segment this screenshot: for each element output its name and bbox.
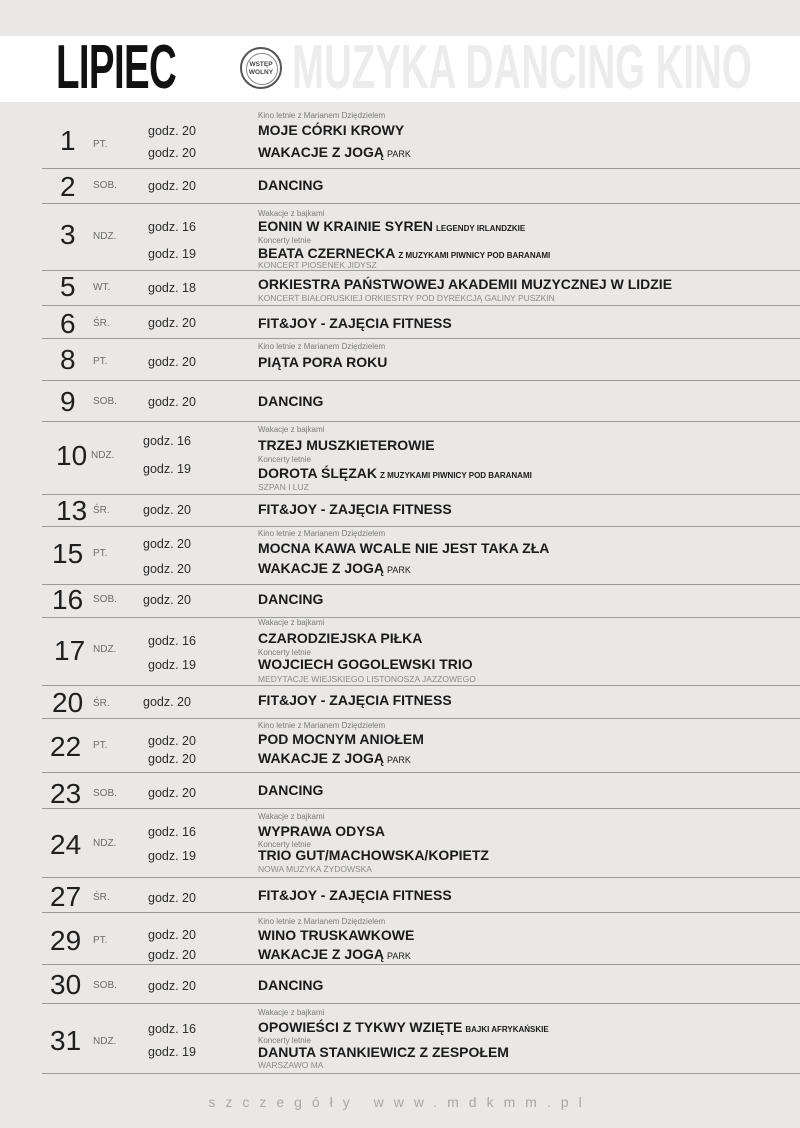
event-title[interactable]	[258, 1019, 549, 1035]
weekday-label: PT.	[93, 548, 108, 559]
event-time: godz. 20	[148, 948, 196, 962]
event-title-text: TRIO GUT/MACHOWSKA/KOPIETZ	[258, 847, 489, 863]
day-number: 20	[52, 687, 84, 718]
event-time: godz. 20	[148, 179, 196, 193]
event-time: godz. 19	[148, 849, 196, 863]
weekday-label: NDZ.	[93, 1036, 117, 1047]
free-entry-stamp-icon	[240, 47, 282, 89]
row-divider	[42, 877, 800, 878]
event-title-text: DANUTA STANKIEWICZ Z ZESPOŁEM	[258, 1044, 509, 1060]
event-title[interactable]	[258, 437, 435, 453]
event-time: godz. 16	[148, 825, 196, 839]
event-time: godz. 19	[148, 247, 196, 261]
day-number: 5	[60, 271, 76, 302]
event-series-label: Wakacje z bajkami	[258, 618, 325, 627]
event-series-label: Wakacje z bajkami	[258, 812, 325, 821]
event-title-text: DANCING	[258, 977, 324, 993]
row-divider	[42, 270, 800, 271]
row-divider	[42, 685, 800, 686]
row-divider	[42, 808, 800, 809]
event-title-text: WYPRAWA ODYSA	[258, 823, 386, 839]
row-divider	[42, 305, 800, 306]
weekday-label: WT.	[93, 282, 111, 293]
event-time: godz. 20	[148, 979, 196, 993]
event-title-text: EONIN W KRAINIE SYREN	[258, 218, 434, 234]
page-title: LIPIEC	[56, 33, 177, 102]
event-series-label: Kino letnie z Marianem Dziędzielem	[258, 721, 386, 730]
event-subtitle: NOWA MUZYKA ŻYDOWSKA	[258, 864, 372, 874]
event-title[interactable]	[258, 823, 385, 839]
row-divider	[42, 912, 800, 913]
event-time: godz. 19	[148, 1045, 196, 1059]
event-subtitle: SZPAN I LUZ	[258, 482, 309, 492]
event-note: LEGENDY IRLANDZKIE	[436, 224, 526, 233]
day-number: 9	[60, 386, 76, 417]
event-title-text: FIT&JOY - ZAJĘCIA FITNESS	[258, 692, 452, 708]
event-title-text: DANCING	[258, 591, 324, 607]
event-venue: PARK	[387, 565, 411, 575]
event-title[interactable]	[258, 122, 404, 138]
footer-link[interactable]: szczegóły www.mdkmm.pl	[208, 1094, 592, 1110]
weekday-label: ŚR.	[93, 318, 110, 329]
day-number: 1	[60, 125, 76, 156]
row-divider	[42, 718, 800, 719]
event-subtitle: MEDYTACJE WIEJSKIEGO LISTONOSZA JAZZOWEGO	[258, 674, 476, 684]
event-title-text: FIT&JOY - ZAJĘCIA FITNESS	[258, 315, 452, 331]
row-divider	[42, 494, 800, 495]
event-title[interactable]	[258, 750, 411, 766]
day-number: 2	[60, 171, 76, 202]
weekday-label: SOB.	[93, 788, 117, 799]
row-divider	[42, 203, 800, 204]
day-number: 30	[50, 969, 82, 1000]
day-number: 13	[56, 495, 88, 526]
weekday-label: NDZ.	[93, 644, 117, 655]
weekday-label: PT.	[93, 740, 108, 751]
event-time: godz. 20	[143, 537, 191, 551]
event-title[interactable]	[258, 591, 323, 607]
weekday-label: SOB.	[93, 180, 117, 191]
weekday-label: PT.	[93, 935, 108, 946]
weekday-label: PT.	[93, 139, 108, 150]
event-time: godz. 20	[148, 752, 196, 766]
day-number: 6	[60, 308, 76, 339]
event-time: godz. 20	[148, 124, 196, 138]
day-number: 3	[60, 219, 76, 250]
event-subtitle: KONCERT BIAŁORUSKIEJ ORKIESTRY POD DYREKCJĄ GALINY PUSZKIN	[258, 293, 555, 303]
event-time: godz. 20	[148, 316, 196, 330]
event-time: godz. 16	[148, 220, 196, 234]
event-title[interactable]	[258, 315, 452, 331]
event-title-text: BEATA CZERNECKA	[258, 245, 396, 261]
event-venue: PARK	[387, 149, 411, 159]
event-title-text: POD MOCNYM ANIOŁEM	[258, 731, 424, 747]
event-time: godz. 20	[143, 503, 191, 517]
event-time: godz. 18	[148, 281, 196, 295]
weekday-label: SOB.	[93, 594, 117, 605]
event-note: Z MUZYKAMI PIWNICY POD BARANAMI	[398, 251, 551, 260]
event-time: godz. 19	[143, 462, 191, 476]
stamp-text-top: WSTĘP	[249, 61, 273, 68]
weekday-label: NDZ.	[93, 838, 117, 849]
event-title-text: WAKACJE Z JOGĄ	[258, 946, 385, 962]
row-divider	[42, 772, 800, 773]
event-title[interactable]	[258, 927, 414, 943]
weekday-label: NDZ.	[91, 450, 115, 461]
day-number: 23	[50, 778, 82, 809]
event-title-text: WAKACJE Z JOGĄ	[258, 560, 385, 576]
event-title-text: PIĄTA PORA ROKU	[258, 354, 388, 370]
row-divider	[42, 1073, 800, 1074]
event-series-label: Koncerty letnie	[258, 1036, 311, 1045]
event-title[interactable]	[258, 946, 411, 962]
event-series-label: Kino letnie z Marianem Dziędzielem	[258, 342, 386, 351]
stamp-text-bottom: WOLNY	[248, 69, 274, 76]
event-series-label: Wakacje z bajkami	[258, 425, 325, 434]
event-title-text: WOJCIECH GOGOLEWSKI TRIO	[258, 656, 473, 672]
event-title[interactable]	[258, 692, 452, 708]
day-number: 31	[50, 1025, 82, 1056]
event-title[interactable]	[258, 1044, 509, 1060]
event-title[interactable]	[258, 276, 672, 292]
row-divider	[42, 421, 800, 422]
event-series-label: Koncerty letnie	[258, 840, 311, 849]
event-title-text: WAKACJE Z JOGĄ	[258, 144, 385, 160]
event-series-label: Wakacje z bajkami	[258, 209, 325, 218]
event-title-text: DOROTA ŚLĘZAK	[258, 465, 377, 481]
event-series-label: Kino letnie z Marianem Dziędzielem	[258, 111, 386, 120]
event-title-text: TRZEJ MUSZKIETEROWIE	[258, 437, 435, 453]
event-time: godz. 20	[148, 928, 196, 942]
event-title[interactable]	[258, 245, 550, 261]
event-time: godz. 16	[148, 1022, 196, 1036]
event-title-text: ORKIESTRA PAŃSTWOWEJ AKADEMII MUZYCZNEJ W LIDZIE	[258, 276, 673, 292]
event-series-label: Koncerty letnie	[258, 648, 311, 657]
weekday-label: SOB.	[93, 396, 117, 407]
row-divider	[42, 168, 800, 169]
row-divider	[42, 380, 800, 381]
event-time: godz. 20	[143, 562, 191, 576]
event-title[interactable]	[258, 144, 411, 160]
event-time: godz. 20	[143, 593, 191, 607]
day-number: 10	[56, 440, 88, 471]
event-title-text: FIT&JOY - ZAJĘCIA FITNESS	[258, 501, 452, 517]
event-title[interactable]	[258, 393, 323, 409]
event-title[interactable]	[258, 630, 422, 646]
event-series-label: Koncerty letnie	[258, 236, 311, 245]
event-title[interactable]	[258, 177, 323, 193]
event-time: godz. 20	[148, 355, 196, 369]
event-time: godz. 19	[148, 658, 196, 672]
event-title[interactable]	[258, 887, 452, 903]
day-number: 17	[54, 635, 86, 666]
row-divider	[42, 617, 800, 618]
event-series-label: Kino letnie z Marianem Dziędzielem	[258, 529, 386, 538]
day-number: 24	[50, 829, 82, 860]
weekday-label: NDZ.	[93, 231, 117, 242]
event-title-text: FIT&JOY - ZAJĘCIA FITNESS	[258, 887, 452, 903]
event-time: godz. 20	[143, 695, 191, 709]
event-title[interactable]	[258, 354, 387, 370]
day-number: 15	[52, 538, 84, 569]
event-title[interactable]	[258, 560, 411, 576]
event-title[interactable]	[258, 656, 473, 672]
event-title-text: DANCING	[258, 393, 324, 409]
weekday-label: PT.	[93, 356, 108, 367]
event-title-text: MOCNA KAWA WCALE NIE JEST TAKA ZŁA	[258, 540, 550, 556]
day-number: 27	[50, 881, 82, 912]
event-title[interactable]	[258, 465, 532, 481]
event-title-text: CZARODZIEJSKA PIŁKA	[258, 630, 423, 646]
event-title[interactable]	[258, 731, 424, 747]
event-time: godz. 16	[143, 434, 191, 448]
event-title[interactable]	[258, 847, 489, 863]
event-time: godz. 20	[148, 891, 196, 905]
day-number: 8	[60, 344, 76, 375]
day-number: 22	[50, 731, 82, 762]
event-time: godz. 20	[148, 146, 196, 160]
weekday-label: ŚR.	[93, 505, 110, 516]
header-tagline: MUZYKA DANCING KINO	[292, 33, 752, 102]
event-title[interactable]	[258, 540, 549, 556]
event-title-text: DANCING	[258, 177, 324, 193]
event-title-text: DANCING	[258, 782, 324, 798]
row-divider	[42, 964, 800, 965]
weekday-label: ŚR.	[93, 892, 110, 903]
row-divider	[42, 584, 800, 585]
weekday-label: ŚR.	[93, 698, 110, 709]
event-time: godz. 20	[148, 786, 196, 800]
event-note: BAJKI AFRYKAŃSKIE	[465, 1025, 549, 1034]
event-series-label: Koncerty letnie	[258, 455, 311, 464]
event-title-text: MOJE CÓRKI KROWY	[258, 122, 405, 138]
event-title[interactable]	[258, 977, 323, 993]
event-note: Z MUZYKAMI PIWNICY POD BARANAMI	[380, 471, 532, 480]
event-time: godz. 20	[148, 395, 196, 409]
event-subtitle: KONCERT PIOSENEK JIDYSZ	[258, 260, 377, 270]
day-number: 29	[50, 925, 82, 956]
row-divider	[42, 1003, 800, 1004]
row-divider	[42, 526, 800, 527]
event-title-text: WAKACJE Z JOGĄ	[258, 750, 385, 766]
day-number: 16	[52, 584, 84, 615]
event-title[interactable]	[258, 782, 323, 798]
weekday-label: SOB.	[93, 980, 117, 991]
event-time: godz. 20	[148, 734, 196, 748]
event-title-text: WINO TRUSKAWKOWE	[258, 927, 415, 943]
event-venue: PARK	[387, 951, 411, 961]
event-series-label: Kino letnie z Marianem Dziędzielem	[258, 917, 386, 926]
row-divider	[42, 338, 800, 339]
event-series-label: Wakacje z bajkami	[258, 1008, 325, 1017]
event-title[interactable]	[258, 218, 525, 234]
event-time: godz. 16	[148, 634, 196, 648]
event-subtitle: WARSZAWO MA	[258, 1060, 324, 1070]
event-title[interactable]	[258, 501, 452, 517]
event-venue: PARK	[387, 755, 411, 765]
event-title-text: OPOWIEŚCI Z TYKWY WZIĘTE	[258, 1019, 463, 1035]
